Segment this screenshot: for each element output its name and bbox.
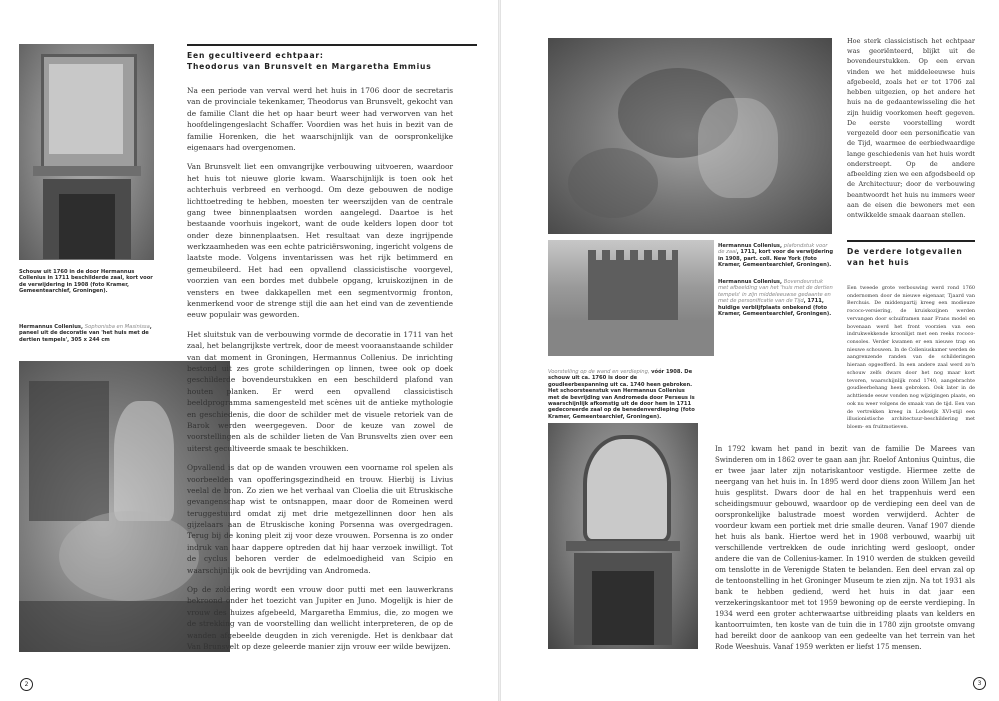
right-body-text-lower <box>715 444 975 662</box>
left-page <box>0 0 499 701</box>
paragraph: Op de zoldering wordt een vrouw door putti met een lauwerkrans bekroond onder het toezicht van Jupiter en Juno. Mogelijk is hier de vrouw des huizes afgebeeld, Margaretha Emmius, die, zo mogen we de strekking van de voorstelling dan wellicht interpreteren, de op de wanden afgebeelde deugden in zich verenigde. Het is denkbaar dat Van Brunsvelt op deze geleerde manier zijn vrouw eer wilde bewijzen. <box>187 585 453 651</box>
page-number-left: 2 <box>20 678 33 691</box>
section-heading-1 <box>187 44 477 72</box>
overdoor-caption: Hermannus Collenius, Bovendeurstuk met afbeelding van het 'huis met de dertien tempels' in zijn middeleeuwse gedaante en met de personificatie van de Tijd, 1711, huidige verblijfplaats onbekend (foto Kramer, Gemeentearchief, Groningen). <box>718 279 833 318</box>
paragraph: Na een periode van verval werd het huis in 1706 door de secretaris van de provinciale tekenkamer, Theodorus van Brunsvelt, gekocht van de familie Clant die het op haar beurt weer had verworven van het hoofdelingengeslacht Schaffer. Voordien was het huis in bezit van de familie Horenken, die het waarschijnlijk van de oorspronkelijke eigenaars had overgenomen. <box>187 86 453 152</box>
fireplace-photo <box>19 44 154 260</box>
heading-line-1: Een gecultiveerd echtpaar: <box>187 51 324 60</box>
heading-rule <box>847 240 975 242</box>
painting-caption: Hermannus Collenius, Sophonisba en Masinissa, paneel uit de decoratie van 'het huis met de dertien tempels', 305 x 244 cm <box>19 324 152 343</box>
paragraph: Een tweede grote verbouwing werd rond 1760 ondernomen door de nieuwe eigenaar, Tjaard van Berchuis. De middenpartij kreeg een modieuze rococo-versiering, de kruiskozijnen werden vervangen door schuiframen naar Frans model en bovenaan werd het front voorzien van een indrukwekkende kroonlijst met een reeks rococo-consoles. Verder kwamen er een nieuwe trap en nieuwe schouwen. In de Colleniuskamer werden de aangrenzende randen van de schilderingen hieraan opgeofferd. In een andere zaal werd zo'n schouw zelfs dwars door het nog maar kort tevoren, waarschijnlijk rond 1740, aangebrachte goudleerbehang heen gebroken. Ook later in de achttiende eeuw vonden nog wijzigingen plaats, en ook nu weer volgens de smaak van de tijd. Een van de vertrekken kreeg in Lodewijk XVI-stijl een illusionistische architectuur-beschildering met bloem- en fruitmotieven. <box>847 285 975 430</box>
paragraph: Opvallend is dat op de wanden vrouwen een voorname rol spelen als voorbeelden van opofferingsgezindheid en trouw. Hierbij is Livius veelal de bron. Zo zien we het verhaal van Cloelia die uit Etruskische gevangenschap wist te ontsnappen, maar door de Romeinen werd teruggestuurd omdat zij met drie metgezellinnen door hen als gijzelaars aan de Etruskische koning Porsenna was overgedragen. Terug bij de koning pleit zij voor deze vrouwen. Porsenna is zo onder indruk van haar dappere optreden dat hij haar verzoek inwilligt. Tot de cyclus behoren verder de edelmoedigheid van Scipio en waarschijnlijk ook de bevrijding van Andromeda. <box>187 463 453 575</box>
paragraph: Het sluitstuk van de verbouwing vormde de decoratie in 1711 van het zaal, het belangrijkste vertrek, door de meest vooraanstaande schilder van dat moment in Groningen, Hermannus Collenius. De inrichting bestond uit zes grote schilderingen op linnen, twee ook op doek geschilderde bovendeurstukken en een beschilderd plafond van houten planken. Er werd een opvallend classicistisch beeldprogramma samengesteld met scènes uit de antieke mythologie en geschiedenis, die door de schilder met de visuele retoriek van de Barok werden weergegeven. Door de keuze van zowel de voorstellingen als de schilder lieten de Van Brunsvelts zien over een uiterst gecultiveerde smaak te beschikken. <box>187 329 453 453</box>
ceiling-painting <box>548 38 832 234</box>
page-number-right: 3 <box>973 677 986 690</box>
heading-line-2: Theodorus van Brunsvelt en Margaretha Emmius <box>187 62 432 71</box>
overdoor-painting <box>548 240 714 356</box>
right-top-text <box>847 36 975 228</box>
right-page <box>500 0 999 701</box>
ceiling-caption: Hermannus Collenius, plafondstuk voor de zaal, 1711, kort voor de verwijdering in 1908, part. coll. New York (foto Kramer, Gemeentearchief, Groningen). <box>718 243 834 269</box>
paragraph: In 1792 kwam het pand in bezit van de familie De Marees van Swinderen om in 1862 over te gaan aan jhr. Roelof Antonius Quintus, die er twee jaar later zijn notariskantoor vestigde. Hiermee zette de neergang van het huis in. In 1895 werd door diens zoon Willem Jan het huis gesplitst. Dwars door de hal en het trappenhuis werd een scheidingsmuur gebouwd, waardoor op de verdieping een deel van de oorspronkelijke balustrade moest worden verwijderd. Achter de voordeur kwam een portiek met drie smalle deuren. Vanaf 1907 diende het huis als bank. Hiertoe werd het in 1908 verbouwd, waarbij uit verschillende vertrekken de oude inrichting werd gesloopt, onder andere die van de Collenius-kamer. In 1910 werden de stukken geveild om tenslotte in de Verenigde Staten te belanden. Een deel ervan zal op de tentoonstelling in het Groninger Museum te zien zijn. Na tot 1931 als bank te hebben gediend, werd het huis in dat jaar een verzekeringskantoor met tot 1959 bewoning op de eerste verdieping. In 1934 werd een groter achterwaartse uitbreiding plaats van kelders en kantoorruimten, ten koste van de tuin die in 1780 zijn grootste omvang had bereikt door de aankoop van een gedeelte van het terrein van het Rode Weeshuis. Vanaf 1959 werkten er liefst 175 mensen. <box>715 444 975 652</box>
paragraph: Hoe sterk classicistisch het echtpaar was georiënteerd, blijkt uit de bovendeurstukken. Op een ervan vinden we het middeleeuwse huis afgebeeld, zoals het er tot 1706 zal hebben uitgezien, op het andere het huis na de gedaantewisseling die het zijn huidig voorkomen heeft gegeven. De eerste voorstelling wordt vergezeld door een personificatie van de Tijd, waarmee de eerbiedwaardige lange geschiedenis van het huis wordt onderstreept. Op de andere afbeelding zien we een afgodsbeeld op de Architectuur; door de verbouwing beantwoordt het huis nu immers weer aan de eisen die bewoners met een ontwikkelde smaak daaraan stellen. <box>847 37 975 219</box>
left-body-text <box>187 85 453 660</box>
chimneypiece-caption: Voorstelling op de wand en verdieping, vóór 1908. De schouw uit ca. 1760 is door de goudleerbespanning uit ca. 1740 heen gebroken. Het schoorsteenstuk van Hermannus Collenius met de bevrijding van Andromeda door Perseus is waarschijnlijk afkomstig uit de door hem in 1711 gedecoreerde zaal op de benedenverdieping (foto Kramer, Gemeentearchief, Groningen). <box>548 369 695 420</box>
fireplace-caption: Schouw uit 1760 in de door Hermannus Collenius in 1711 beschilderde zaal, kort voor de verwijdering in 1908 (foto Kramer, Gemeentearchief, Groningen). <box>19 269 153 295</box>
paragraph: Van Brunsvelt liet een omvangrijke verbouwing uitvoeren, waardoor het huis tot nieuwe glorie kwam. Waarschijnlijk is toen ook het achterhuis verbreed en verhoogd. Om deze gebouwen de nodige lichttoetreding te hebben, moesten ter weerszijden van de centrale gang twee binnenplaatsen worden aangelegd. Daartoe is het bestaande voorhuis ingekort, want de oude kelders lopen door tot onder deze binnenplaatsen. Het resultaat van deze ingrijpende werkzaamheden was een echte patriciërswoning, ingericht volgens de laatste mode. Volgens inventarissen was het rijk betimmerd en gemeubileerd. Het had een opvallend classicistische voorgevel, voorzien van een bordes met dubbele opgang, kruiskozijnen in de vensters en twee dakkapellen met een segmentvormig fronton, kenmerkend voor de strenge stijl die aan het eind van de zeventiende eeuw populair was geworden. <box>187 162 453 320</box>
right-body-text <box>715 285 975 440</box>
section-heading-2 <box>847 240 975 268</box>
chimneypiece-photo <box>548 423 698 649</box>
heading-rule <box>187 44 477 46</box>
heading-line-2: van het huis <box>847 258 910 267</box>
heading-line-1: De verdere lotgevallen <box>847 247 963 256</box>
